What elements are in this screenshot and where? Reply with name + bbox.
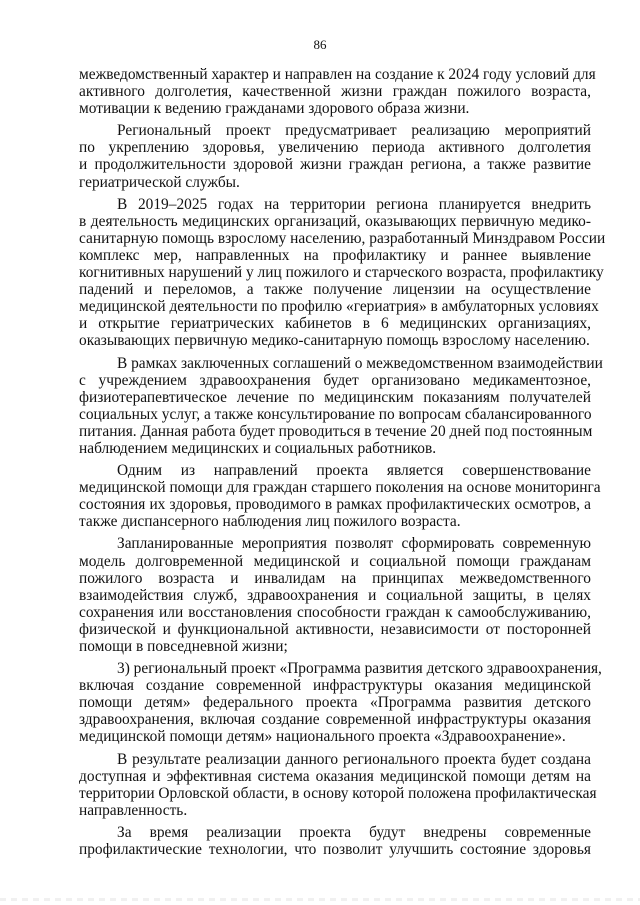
text-line: медицинской деятельности по профилю «гериатрия» в амбулаторных условиях: [79, 298, 599, 316]
text-line: межведомственный характер и направлен на создание к 2024 году условий для: [79, 66, 596, 83]
text-line: медицинской помощи для граждан старшего поколения на основе мониторинга: [79, 479, 601, 497]
text-line: активного долголетия, качественной жизни граждан пожилого возраста,: [79, 83, 591, 101]
text-line: доступная и эффективная система оказания медицинской помощи детям на: [79, 767, 591, 785]
text-line: по укреплению здоровья, увеличению периода активного долголетия: [79, 139, 591, 157]
text-line: и открытие гериатрических кабинетов в 6 медицинских организациях,: [79, 315, 591, 333]
text-line: взаимодействия служб, здравоохранения и социальной защиты, в целях: [79, 586, 591, 604]
text-line: физиотерапевтическое лечение по медицинским показаниям получателей: [79, 388, 591, 406]
text-line: оказывающих первичную медико-санитарную помощь взрослому населению.: [79, 332, 590, 350]
text-line: падений и переломов, а также получение лицензии на осуществление: [79, 281, 591, 299]
paragraph: [79, 66, 596, 118]
paragraph: [79, 195, 606, 350]
paragraph: [79, 535, 591, 655]
text-line: помощи в повседневной жизни;: [79, 638, 288, 655]
text-line: профилактические технологии, что позволит улучшить состояние здоровья: [79, 841, 591, 859]
text-line: мотивации к ведению гражданами здорового образа жизни.: [79, 100, 470, 118]
text-line: 3) региональный проект «Программа развития детского здравоохранения,: [117, 660, 602, 678]
text-line: В рамках заключенных соглашений о межведомственном взаимодействии: [117, 354, 603, 372]
text-line: За время реализации проекта будут внедрены современные: [117, 823, 591, 841]
text-line: и продолжительности здоровой жизни граждан региона, а также развитие: [79, 156, 591, 174]
text-line: социальных услуг, а также консультирование по вопросам сбалансированного: [79, 405, 592, 423]
text-line: гериатрической службы.: [79, 173, 240, 191]
text-line: В 2019–2025 годах на территории региона планируется внедрить: [117, 195, 591, 213]
paragraph: [79, 462, 601, 531]
paragraph: [79, 750, 597, 819]
text-line: наблюдением медицинских и социальных работников.: [79, 439, 437, 457]
text-line: В результате реализации данного регионального проекта будет создана: [117, 750, 591, 768]
text-line: Запланированные мероприятия позволят сформировать современную: [117, 535, 591, 553]
text-line: пожилого возраста и инвалидам на принципах межведомственного: [79, 569, 591, 587]
text-line: физической и функциональной активности, независимости от посторонней: [79, 620, 591, 638]
text-line: направленность.: [79, 801, 188, 819]
paragraph: [79, 824, 591, 858]
text-line: включая создание современной инфраструктуры оказания медицинской: [79, 677, 591, 695]
scan-artifact-strip: [0, 898, 640, 901]
text-line: когнитивных нарушений у лиц пожилого и старческого возраста, профилактику: [79, 264, 604, 282]
text-line: комплекс мер, направленных на профилактику и раннее выявление: [79, 246, 591, 264]
page-number: 86: [313, 37, 327, 52]
text-line: состояния их здоровья, проводимого в рамках профилактических осмотров, а: [79, 496, 591, 514]
text-line: в деятельность медицинских организаций, оказывающих первичную медико-: [79, 212, 591, 230]
text-line: Региональный проект предусматривает реализацию мероприятий: [117, 122, 591, 140]
paragraph: [79, 660, 602, 746]
text-line: помощи детям» федерального проекта «Программа развития детского: [79, 694, 591, 712]
text-line: также диспансерного наблюдения лиц пожилого возраста.: [79, 513, 461, 531]
paragraph: [79, 122, 591, 190]
text-line: с учреждением здравоохранения будет организовано медикаментозное,: [79, 371, 591, 389]
text-line: медицинской помощи детям» национального проекта «Здравоохранение».: [79, 728, 566, 746]
document-body: [79, 66, 606, 863]
text-line: сохранения или восстановления способности граждан к самообслуживанию,: [79, 603, 591, 621]
text-line: модель долговременной медицинской и социальной помощи гражданам: [79, 552, 591, 570]
text-line: Одним из направлений проекта является совершенствование: [117, 462, 591, 480]
text-line: территории Орловской области, в основу которой положена профилактическая: [79, 784, 597, 802]
text-line: санитарную помощь взрослому населению, разработанный Минздравом России: [79, 229, 606, 247]
text-line: здравоохранения, включая создание современной инфраструктуры оказания: [79, 711, 591, 729]
text-line: питания. Данная работа будет проводиться в течение 20 дней под постоянным: [79, 422, 593, 440]
paragraph: [79, 354, 603, 458]
